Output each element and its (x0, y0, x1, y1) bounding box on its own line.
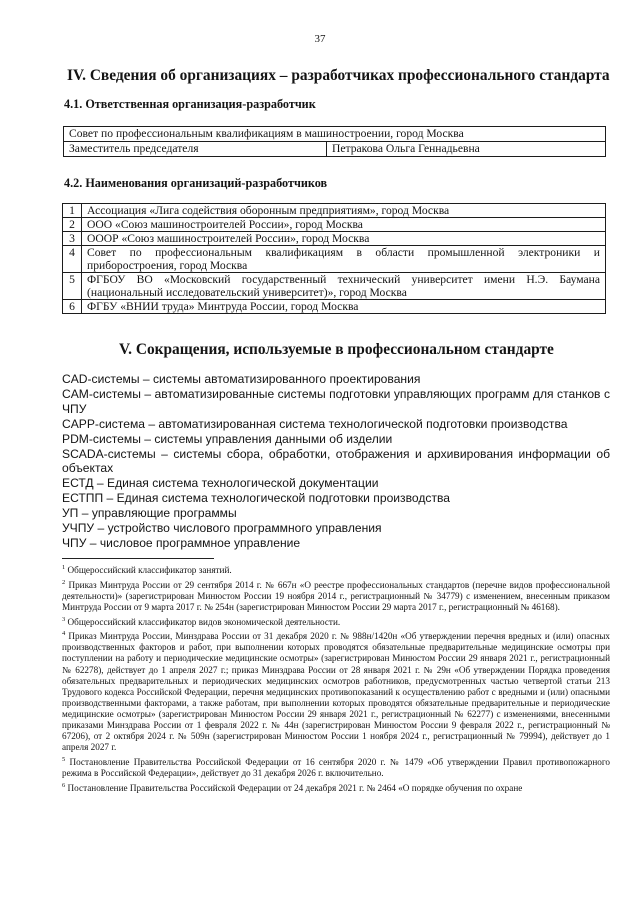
table-row (63, 232, 606, 246)
table-row (64, 127, 606, 142)
list-item: CAM-системы – автоматизированные системы подготовки управляющих программ для станков с ЧПУ (62, 386, 610, 416)
org-name: ООО «Союз машиностроителей России», город Москва (82, 218, 606, 232)
list-item: CAPP-система – автоматизированная система технологической подготовки производства (62, 416, 568, 431)
list-item: УЧПУ – устройство числового программного управления (62, 521, 382, 536)
footnote-mark: 1 (62, 564, 66, 571)
org-number: 2 (63, 218, 82, 232)
table-row (64, 142, 606, 157)
abbreviations-list (62, 372, 610, 551)
list-item: ЕСТПП – Единая система технологической подготовки производства (62, 491, 451, 506)
table-row (63, 204, 606, 218)
org-name: ФГБУ «ВНИИ труда» Минтруда России, город Москва (82, 300, 606, 314)
footnote (62, 780, 610, 794)
section-v-title: V. Сокращения, используемые в профессиональном стандарте (119, 341, 554, 358)
footnote (62, 614, 610, 628)
footnote (62, 628, 610, 753)
footnote (62, 577, 610, 613)
table-row (63, 273, 606, 300)
section-iv-title: IV. Сведения об организациях – разработчиках профессионального стандарта (67, 67, 610, 84)
org-number: 4 (63, 246, 82, 273)
table-row (63, 246, 606, 273)
table-row (63, 218, 606, 232)
org-number: 6 (63, 300, 82, 314)
footnote-mark: 4 (62, 630, 66, 638)
org-number: 5 (63, 273, 82, 300)
list-item: PDM-системы – системы управления данными об изделии (62, 431, 393, 446)
org-number: 3 (63, 232, 82, 246)
footnote-text: Общероссийский классификатор занятий. (67, 565, 232, 576)
footnote-mark: 6 (62, 781, 66, 789)
list-item: ЧПУ – числовое программное управление (62, 535, 301, 550)
subsection-4-2-title: 4.2. Наименования организаций-разработчиков (64, 176, 328, 190)
responsible-org-table (63, 126, 606, 157)
footnote-mark: 3 (62, 615, 66, 623)
responsible-org-name: Совет по профессиональным квалификациям в машиностроении, город Москва (64, 127, 606, 142)
developer-orgs-table (62, 203, 606, 314)
footnote-text: Общероссийский классификатор видов экономической деятельности. (67, 616, 341, 627)
page-number: 37 (314, 33, 326, 45)
responsible-person: Петракова Ольга Геннадьевна (327, 142, 606, 157)
footnote-divider (62, 558, 214, 559)
list-item: SCADA-системы – системы сбора, обработки, отображения и архивирования информации об объектах (62, 446, 610, 476)
footnote-text: Приказ Минтруда России от 29 сентября 2014 г. № 667н «О реестре профессиональных стандартов (перечне видов профессиональной деятельности)» (зарегистрирован Минюстом России 19 ноября 2014 г., регистрационный № 34779) с изменением, внесенным приказом Минтруда России от 9 марта 2017 г. № 254н (зарегистрирован Минюстом России 29 марта 2017 г., регистрационный № 46168). (62, 579, 610, 612)
footnote (62, 754, 610, 779)
org-name: ФГБОУ ВО «Московский государственный технический университет имени Н.Э. Баумана (национальный исследовательский университет)», город Москва (82, 273, 606, 300)
org-name: Ассоциация «Лига содействия оборонным предприятиям», город Москва (82, 204, 606, 218)
org-number: 1 (63, 204, 82, 218)
footnote-mark: 5 (62, 755, 66, 763)
footnote (62, 562, 610, 576)
footnote-text: Постановление Правительства Российской Федерации от 24 декабря 2021 г. № 2464 «О порядке обучения по охране (67, 782, 523, 793)
list-item: ЕСТД – Единая система технологической документации (62, 476, 379, 491)
footnotes-list (62, 562, 610, 794)
footnote-mark: 2 (62, 578, 66, 586)
footnote-text: Приказ Минтруда России, Минздрава России от 31 декабря 2020 г. № 988н/1420н «Об утверждении перечня вредных и (или) опасных производственных факторов и работ, при выполнении которых проводятся обязательные предварительные медицинские осмотры при поступлении на работу и периодические медицинские осмотры» (зарегистрирован Минюстом России 29 января 2021 г., регистрационный № 62278), действует до 1 апреля 2027 г.; приказ Минздрава России от 28 января 2021 г. № 29н «Об утверждении Порядка проведения обязательных предварительных и периодических медицинских осмотров работников, предусмотренных частью четвертой статьи 213 Трудового кодекса Российской Федерации, перечня медицинских противопоказаний к осуществлению работ с вредными и (или) опасными производственными факторами, а также работам, при выполнении которых проводятся обязательные предварительные и периодические медицинские осмотры» (зарегистрирован Минюстом России 29 января 2021 г., регистрационный № 62277) с изменениями, внесенными приказами Минздрава России от 1 февраля 2022 г. № 44н (зарегистрирован Минюстом России 9 февраля 2022 г., регистрационный № 67206), от 2 октября 2024 г. № 509н (зарегистрирован Минюстом России 1 ноября 2024 г., регистрационный № 79994), действует до 1 апреля 2027 г. (62, 631, 611, 753)
subsection-4-1-title: 4.1. Ответственная организация-разработчик (64, 97, 316, 111)
responsible-position: Заместитель председателя (64, 142, 327, 157)
list-item: УП – управляющие программы (62, 506, 237, 521)
org-name: ОООР «Союз машиностроителей России», город Москва (82, 232, 606, 246)
footnote-text: Постановление Правительства Российской Федерации от 16 сентября 2020 г. № 1479 «Об утверждении Правил противопожарного режима в Российской Федерации», действует до 31 декабря 2026 г. включительно. (62, 756, 611, 778)
table-row (63, 300, 606, 314)
list-item: CAD-системы – системы автоматизированного проектирования (62, 372, 421, 386)
org-name: Совет по профессиональным квалификациям в области промышленной электроники и приборостроения, город Москва (82, 246, 606, 273)
